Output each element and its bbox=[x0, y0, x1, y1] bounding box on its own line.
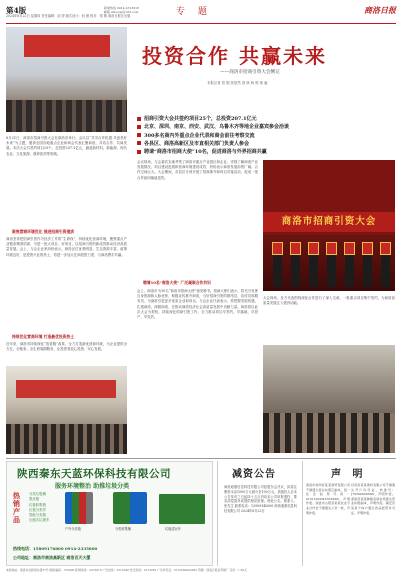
statement-title: 声 明 bbox=[331, 469, 367, 480]
article-subhead: ——商洛市招商引资大会侧记 bbox=[220, 70, 280, 75]
article-headline: 投资合作 共赢未来 bbox=[142, 44, 327, 68]
header-rule bbox=[6, 23, 396, 24]
certificate bbox=[272, 242, 283, 255]
lead-paragraph: 8月21日，商洛市招商引资大会在商洛市举行。会议以“共享合作机遇·共创美好未来”为主题，邀请全国各地重点企业和商会代表汇聚商洛，共话合作、共谋发展。本次大会共签约项目25个，总投资207.1亿元，涵盖新材料、新能源、现代农业、文化旅游、康养医药等领域。 bbox=[6, 136, 127, 156]
ambassador-figure bbox=[309, 253, 318, 287]
section-title: 专 题 bbox=[176, 7, 212, 17]
ad-product-list bbox=[29, 492, 49, 524]
body-paragraph: 商洛坚持把招商引资作为经济工作的“生命线”，持续优化营商环境，聚焦重点产业链条精准招商，引进一批大项目、好项目，以招商引资的新成效推动经济高质量发展。会上，与会企业家纷纷表示，商洛区位优势明显、生态资源丰富、政策环境良好，是投资兴业的热土，将进一步加大在商投资力度，与商洛携手共赢。 bbox=[6, 237, 127, 257]
ambassador-figure bbox=[291, 253, 300, 287]
newspaper-logo: 商洛日报 bbox=[364, 5, 396, 15]
audience bbox=[6, 100, 127, 132]
certificate bbox=[380, 242, 391, 255]
highlight-item: 各县区、商洛高新区及市直相关部门负责人参会 bbox=[137, 140, 392, 148]
highlight-item: 北京、深圳、南京、西安、武汉、乌鲁木齐等地企业嘉宾参会洽谈 bbox=[137, 123, 392, 131]
ambassador-figure bbox=[381, 253, 390, 287]
body-paragraph: 会议现场，与会嘉宾实地考察了商洛市重点产业园区和企业，详细了解商洛产业发展情况、项目建设进展和营商环境建设成效，纷纷表示商洛发展前景广阔、合作空间巨大。大会期间，各县区分别开展了招商推介和项目对接活动，促成一批合作意向落地见效。 bbox=[137, 160, 258, 180]
stage-backdrop bbox=[16, 380, 116, 398]
group-photo bbox=[263, 345, 395, 453]
ad-slogan: 服务环境整治 助推垃圾分类 bbox=[55, 483, 130, 490]
certificate bbox=[362, 242, 373, 255]
article-byline: 本报记者 管 娟 张欣然 曾 琪 杨 栋 郭 毅 bbox=[207, 81, 268, 85]
certificate bbox=[326, 242, 337, 255]
conference-banner bbox=[24, 35, 110, 57]
body-paragraph: 近年来，商洛市持续深化“放管服”改革，全力打造最优营商环境，为企业提供全方位、全链条、全生命周期服务，让投资者放心投资、安心发展。 bbox=[6, 342, 127, 352]
header-email: 邮箱 shlscqe@163.com bbox=[104, 10, 139, 14]
ad-company-name: 陕西秦东天蓝环保科技有限公司 bbox=[17, 468, 171, 480]
ambassador-figure bbox=[363, 253, 372, 287]
ad-product: 垃圾收集箱 bbox=[29, 502, 46, 507]
statement-box bbox=[302, 461, 396, 566]
page-footer: 本报地址：商洛市北新街东段37号 邮政编码：726000 新闻热线：2313018 广告热线：2313048 发行热线：2313063 广告许可证：6110004000002 印刷：商洛日报社印刷厂 定价：1.00元 bbox=[6, 568, 248, 572]
certificate bbox=[308, 242, 319, 255]
ad-image-caption: 垃圾清运车 bbox=[165, 527, 181, 531]
ad-address: 公司地址：商洛市商洛高新区 商洛百天大厦 bbox=[13, 555, 91, 560]
ad-image-caption: 分类收集桶 bbox=[115, 527, 131, 531]
ambassador-figure bbox=[345, 253, 354, 287]
ambassador-photo bbox=[263, 160, 395, 291]
page-number: 第4版 bbox=[6, 6, 27, 15]
ad-product: 果皮箱 bbox=[29, 497, 40, 502]
signing-photo bbox=[6, 366, 127, 454]
section-divider bbox=[6, 458, 396, 459]
highlights-list bbox=[137, 115, 392, 156]
ad-hot-label: 热销产品 bbox=[13, 491, 20, 524]
ad-product: 压缩式垃圾车 bbox=[29, 518, 50, 523]
issue-meta: 2024年8月22日 星期四 责任编辑：邱 婷 版式设计：何 薇 校对：郑 敏 商洛日报社出版 bbox=[6, 14, 131, 18]
attendees bbox=[263, 413, 395, 453]
header-hotline: 新闻热线 0914-2313018 bbox=[104, 6, 139, 10]
subheading: 持续优化营商环境 打造最优投资热土 bbox=[12, 334, 75, 339]
certificate bbox=[290, 242, 301, 255]
ad-image-caption: 户外分类箱 bbox=[65, 527, 81, 531]
attendees bbox=[6, 424, 127, 454]
ambassador-figure bbox=[327, 253, 336, 287]
subheading: 聚焦营商环境优化 推进招商引资提质 bbox=[12, 229, 75, 234]
body-paragraph: 会上，商洛市为10名“商洛市招商大使”颁发聘书。招商大使们表示，将充分发挥自身资源和人脉优势，积极宣传推介商洛，当好招商引资的联络员、宣传员和服务员，为商洛引进更多优质企业和项目。与会企业代表表示，将把握发展机遇，扎根商洛、深耕商洛，在推动商洛经济社会高质量发展中贡献力量。商洛将以此次大会为契机，持续深化招商引资工作，全力推动项目早签约、早落地、早投产、早见效。 bbox=[137, 289, 258, 320]
garbage-truck-image bbox=[159, 494, 205, 524]
ad-product: 垃圾分类亭 bbox=[29, 507, 46, 512]
statement-column: 丹凤县某某建材有限公司不慎遗失开户许可证，核准号：J7930000XXXX，声明作废。商南县某某种植家庭农场遗失营业执照副本，声明作废。镇安县某某个体户遗失食品经营许可证，声明作废。 bbox=[351, 483, 395, 515]
conference-photo bbox=[6, 27, 127, 132]
ad-phone: 热线电话：15809176800 0914-2335800 bbox=[13, 546, 98, 551]
ad-product: 智能分类箱 bbox=[29, 513, 46, 518]
statement-column: 商洛市商州区某某商贸有限公司不慎遗失营业执照正副本，统一社会信用代码：91611002MA70XXXX，声明作废。商洛市山阳县某某农业专业合作社不慎遗失公章一枚，声明作废。 bbox=[306, 483, 350, 515]
subheading: 聘请10名“商洛大使” 广泛凝聚合作共识 bbox=[143, 280, 211, 285]
notice-body: 商洛迪康信息科技有限公司经股东会决议，拟将注册资本由1000万元减少至100万元。请债权人自本公告发布之日起四十五日内向本公司申报债权、要求清偿债务或提供相应担保。特此公告。联系人：张先生 联系电话：13909140000 商洛迪康信息科技有限公司 2024年8月22日 bbox=[224, 485, 297, 513]
notice-title: 减资公告 bbox=[232, 469, 276, 480]
page-header bbox=[6, 4, 396, 22]
collection-bin-image bbox=[113, 492, 147, 524]
advertisement bbox=[6, 461, 213, 566]
sorting-bin-image bbox=[65, 492, 93, 524]
certificate bbox=[344, 242, 355, 255]
capital-reduction-notice bbox=[217, 461, 299, 566]
highlight-item: 聘请“商洛市招商大使”10名，促进商洛与外界招商共赢 bbox=[137, 148, 392, 156]
ad-product: 分类垃圾桶 bbox=[29, 492, 46, 496]
event-banner: 商洛市招商引资大会 bbox=[263, 212, 395, 232]
body-paragraph: 大会现场，各方代表围绕深化合作进行了深入交流，一批重点项目集中签约，为商洛高质量发展注入强劲动能。 bbox=[263, 296, 395, 306]
highlight-item: 招商引资大会共签约项目25个，总投资207.1亿元 bbox=[137, 115, 392, 123]
highlight-item: 300多名商内外重点企业代表和商会前往考察交流 bbox=[137, 132, 392, 140]
ambassador-figure bbox=[273, 253, 282, 287]
header-contact bbox=[104, 6, 139, 14]
